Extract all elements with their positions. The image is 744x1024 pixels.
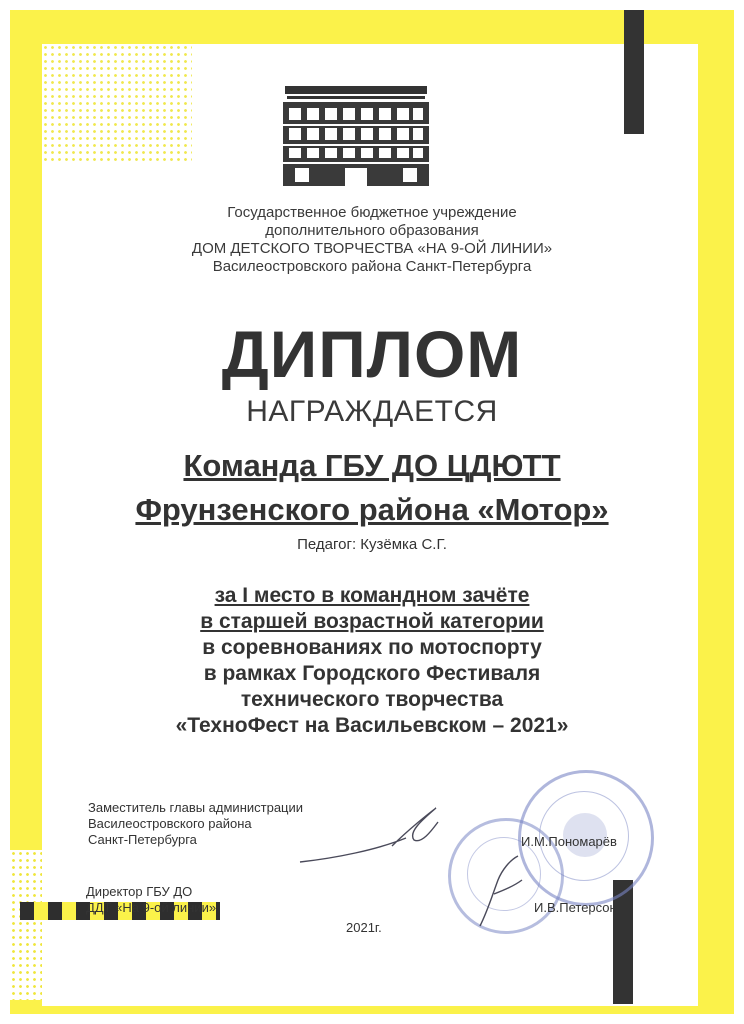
- organization-line-3: ДОМ ДЕТСКОГО ТВОРЧЕСТВА «НА 9-ОЙ ЛИНИИ»: [191, 240, 553, 257]
- director-signature: [470, 850, 540, 930]
- deputy-signature: [296, 800, 446, 870]
- deputy-title-line-3: Санкт-Петербурга: [88, 832, 197, 847]
- diploma-title: ДИПЛОМ: [221, 317, 523, 391]
- decorative-bar-top-right: [624, 10, 644, 134]
- recipient-name: [0, 444, 744, 532]
- diploma-year: 2021г.: [346, 920, 382, 935]
- building-logo: [281, 84, 431, 188]
- deputy-title-line-2: Василеостровского района: [88, 816, 252, 831]
- reason-line-4: в рамках Городского Фестиваля: [203, 662, 541, 685]
- awarded-heading: НАГРАЖДАЕТСЯ: [246, 395, 498, 428]
- teacher-name: Педагог: Кузёмка С.Г.: [297, 536, 447, 553]
- director-title: [86, 884, 216, 916]
- organization-line-2: дополнительного образования: [265, 222, 479, 239]
- organization-line-1: Государственное бюджетное учреждение: [227, 204, 517, 221]
- deputy-name: И.М.Пономарёв: [521, 834, 617, 849]
- director-name: И.В.Петерсон: [534, 900, 617, 915]
- dot-pattern-corner: [42, 44, 192, 164]
- organization-line-4: Василеостровского района Санкт-Петербурга: [212, 258, 532, 275]
- organization-name: [0, 204, 744, 276]
- award-reason: [0, 583, 744, 739]
- reason-line-2: в старшей возрастной категории: [200, 610, 544, 633]
- recipient-line-1: Команда ГБУ ДО ЦДЮТТ: [183, 448, 561, 483]
- director-title-line-2: ДДТ «На 9-ой линии»: [86, 900, 217, 915]
- recipient-line-2: Фрунзенского района «Мотор»: [135, 492, 609, 527]
- director-title-line-1: Директор ГБУ ДО: [86, 884, 193, 899]
- reason-line-6: «ТехноФест на Васильевском – 2021»: [175, 714, 569, 737]
- reason-line-5: технического творчества: [240, 688, 504, 711]
- reason-line-1: за I место в командном зачёте: [214, 584, 530, 607]
- deputy-title: [88, 800, 303, 848]
- deputy-title-line-1: Заместитель главы администрации: [88, 800, 304, 815]
- reason-line-3: в соревнованиях по мотоспорту: [202, 636, 542, 659]
